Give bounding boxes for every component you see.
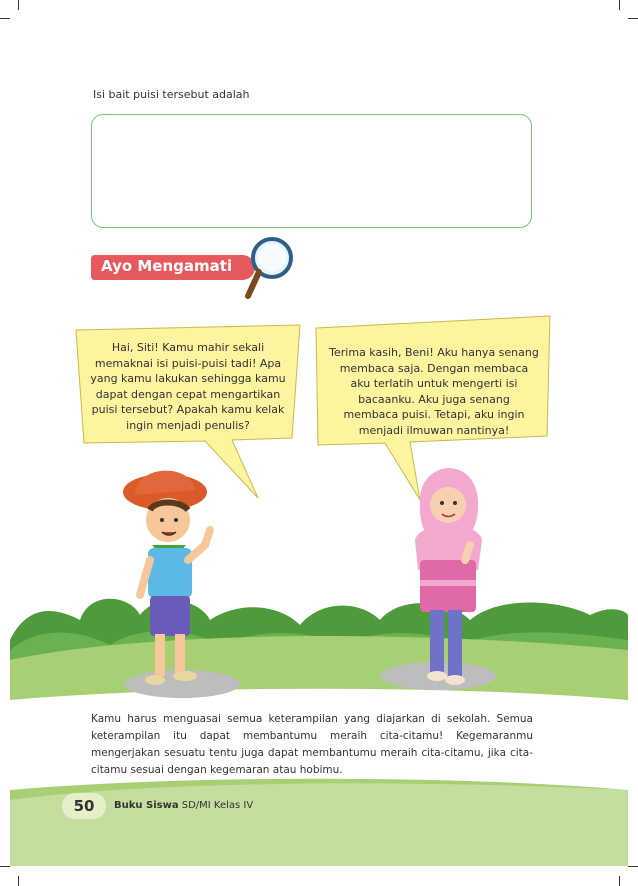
footer-band <box>10 783 628 866</box>
section-tab <box>91 255 255 280</box>
speech-line: Hai, Siti! Kamu mahir sekali <box>111 341 265 354</box>
speech-line: menjadi ilmuwan nantinya! <box>358 423 510 437</box>
book-title: Buku Siswa <box>114 800 179 811</box>
worksheet-prompt: Isi bait puisi tersebut adalah <box>93 88 250 101</box>
book-footer <box>114 800 253 811</box>
magnifier-icon <box>238 232 298 302</box>
speech-line: aku terlatih untuk mengerti isi <box>350 377 518 390</box>
speech-line: membaca saja. Dengan membaca <box>339 361 529 375</box>
speech-line: bacaanku. Aku juga senang <box>358 392 510 406</box>
speech-line: Terima kasih, Beni! Aku hanya senang <box>329 346 539 359</box>
section-title: Ayo Mengamati <box>101 257 233 275</box>
siti-speech <box>306 345 562 438</box>
book-grade: SD/MI Kelas IV <box>178 800 254 811</box>
page-number: 50 <box>62 793 106 819</box>
speech-line: yang kamu lakukan sehingga kamu <box>90 372 286 385</box>
speech-line: memaknai isi puisi-puisi tadi! Apa <box>94 356 282 370</box>
speech-line: dapat dengan cepat mengartikan <box>95 387 281 401</box>
speech-line: puisi tersebut? Apakah kamu kelak <box>91 403 285 416</box>
speech-line: ingin menjadi penulis? <box>126 418 250 432</box>
body-paragraph: Kamu harus menguasai semua keterampilan yang diajarkan di sekolah. Semua keterampilan itu dapat membantumu meraih cita-citamu! Kegemaranmu mengerjakan sesuatu tentu juga dapat membantumu meraih cita-citamu, jika cita-citamu sesuai dengan kegemaran atau hobimu. <box>91 713 533 776</box>
speech-line: membaca puisi. Tetapi, aku ingin <box>343 408 525 421</box>
beni-speech <box>58 340 318 433</box>
